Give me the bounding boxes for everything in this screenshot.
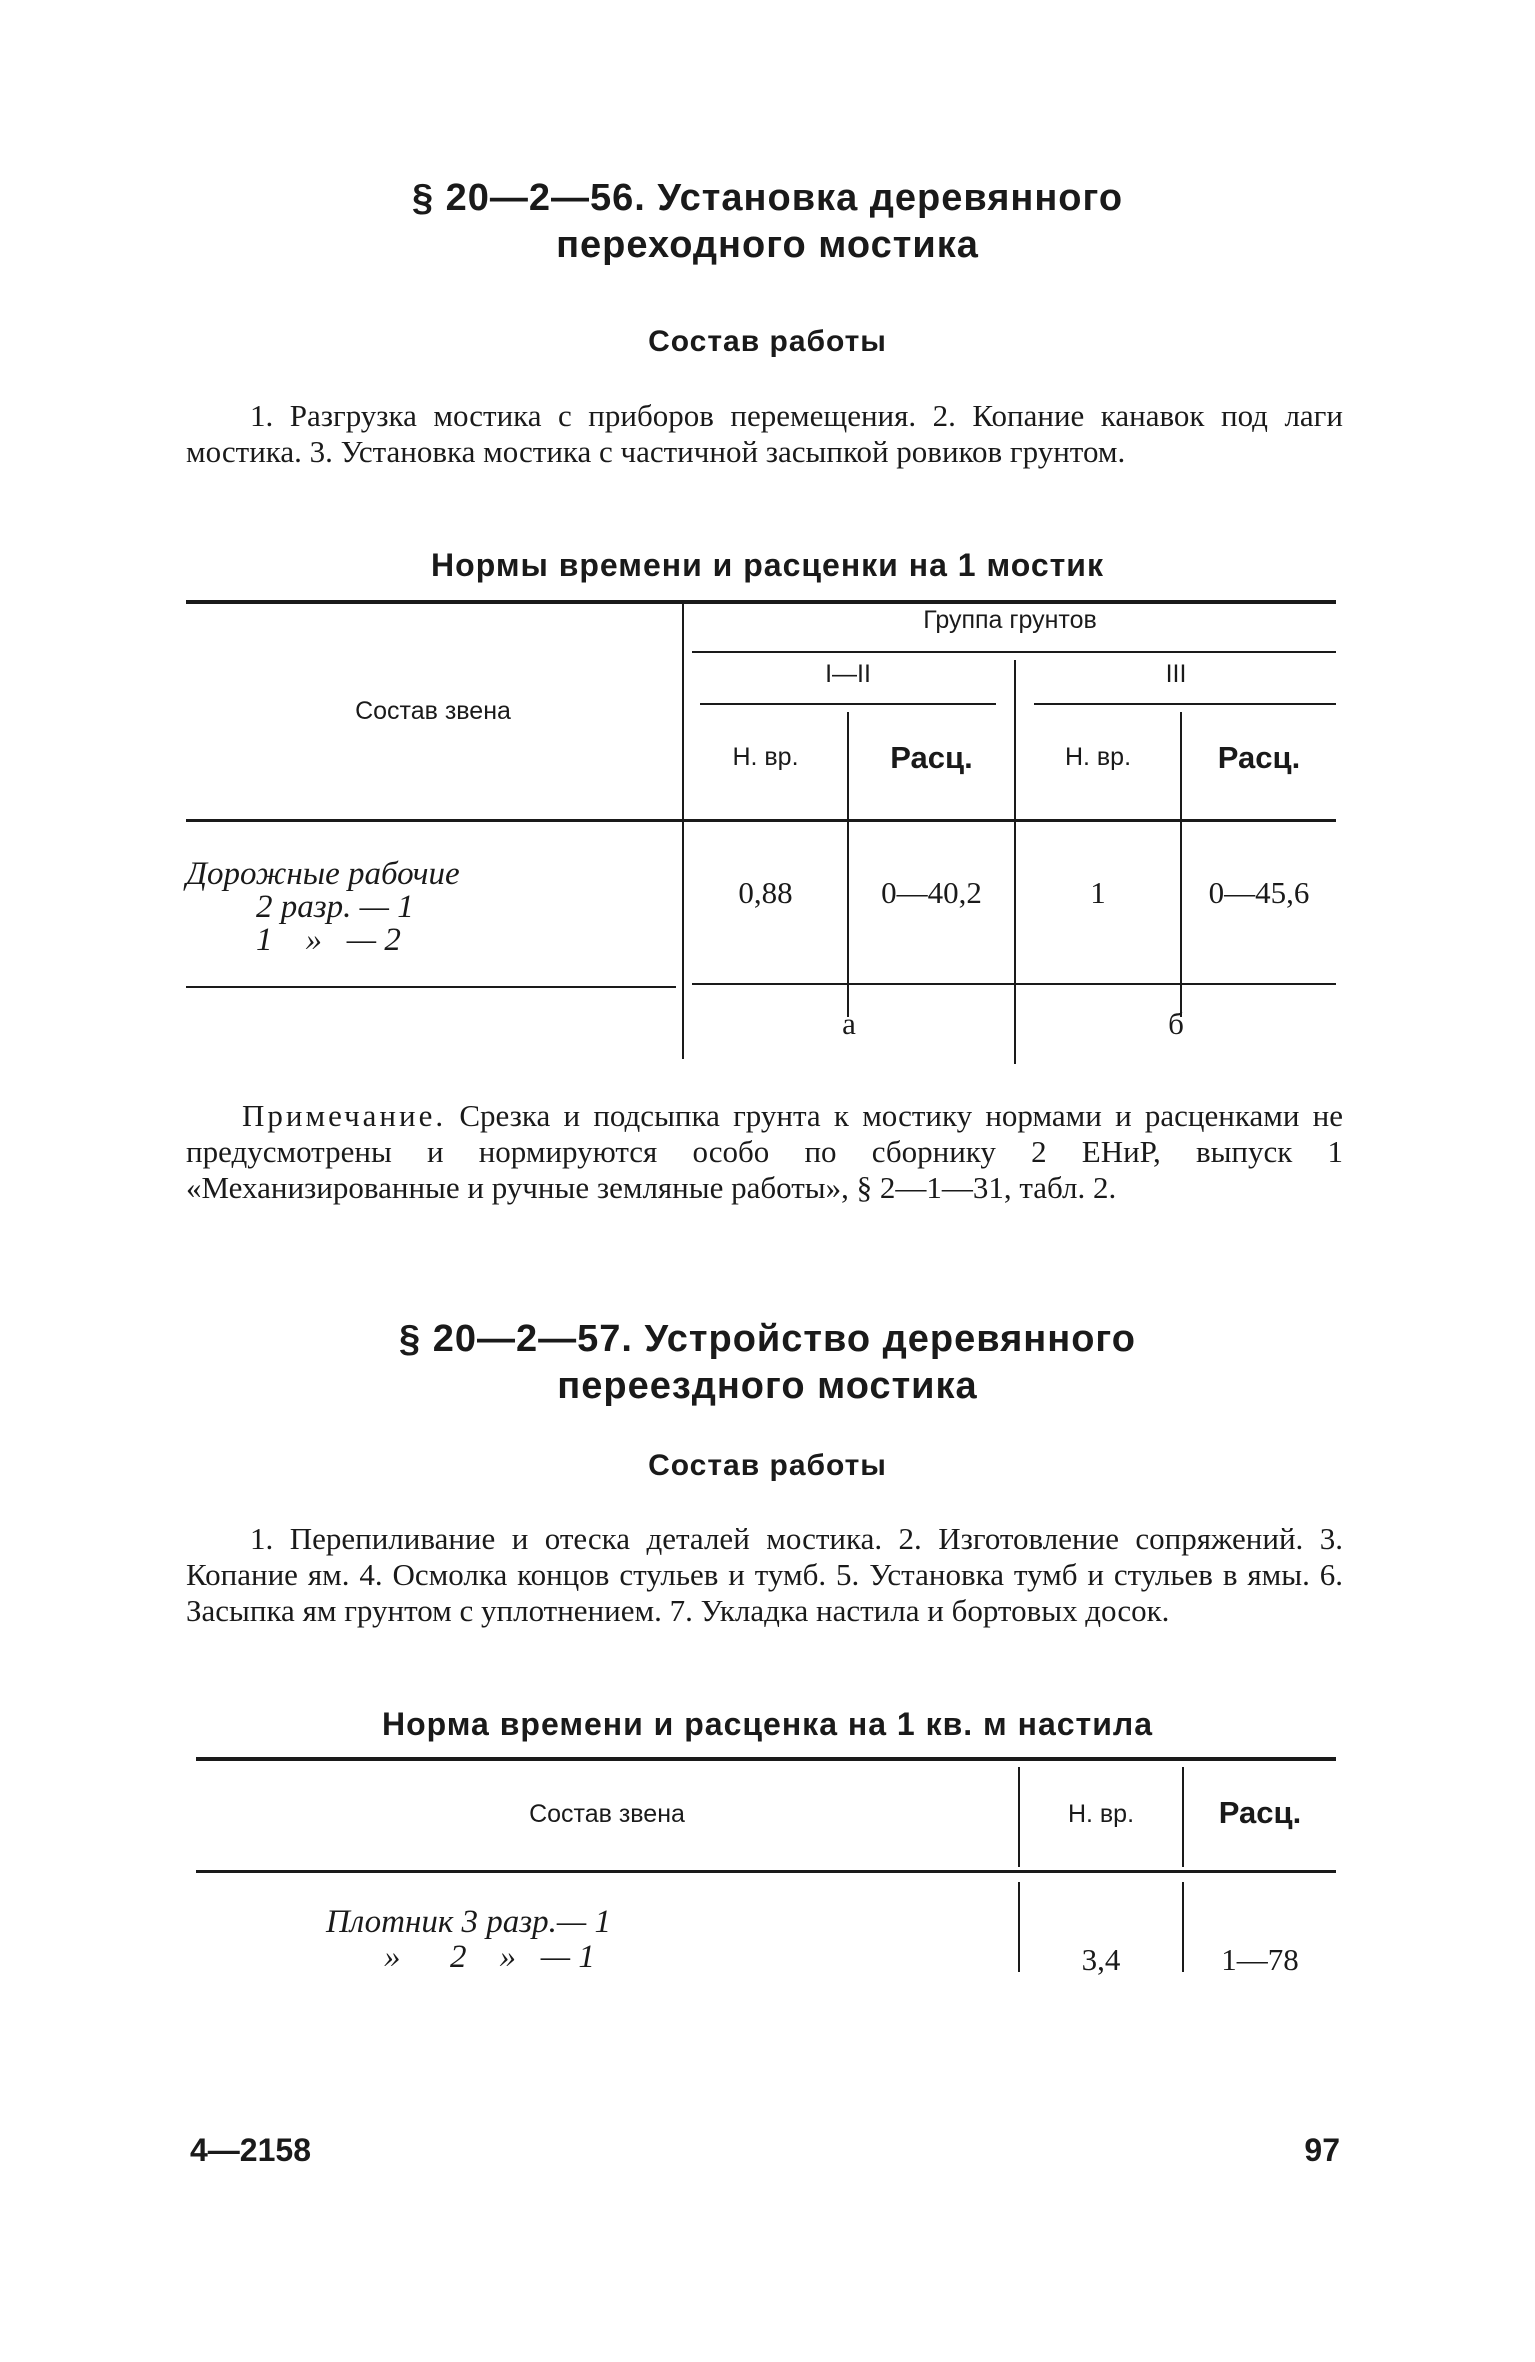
table2-h-rate: Расц. xyxy=(1218,1795,1302,1830)
table1-col-group: Группа грунтов xyxy=(923,606,1097,634)
table1-vline-crew xyxy=(682,604,684,1059)
section1-note xyxy=(186,1098,1343,1206)
table2-header-rule xyxy=(196,1870,1336,1873)
table2-h-norm: Н. вр. xyxy=(1067,1800,1135,1828)
table1-h-rate-1: Расц. xyxy=(890,740,973,775)
section2-table-title: Норма времени и расценка на 1 кв. м настила xyxy=(382,1706,1153,1742)
table1-header-rule xyxy=(186,819,1336,822)
table1-crew-line3: 1 » — 2 xyxy=(256,922,401,958)
table1-group-1: I—II xyxy=(825,660,871,688)
table2-crew-line2: » 2 » — 1 xyxy=(384,1939,595,1975)
section1-title-line2: переходного мостика xyxy=(556,224,979,266)
table1-norm-2: 1 xyxy=(1090,875,1106,910)
table1-col-crew: Состав звена xyxy=(355,697,511,725)
table1-rate-2: 0—45,6 xyxy=(1208,875,1310,910)
section2-work-text xyxy=(186,1521,1343,1629)
section1-work-text-body: 1. Разгрузка мостика с приборов перемещения. 2. Копание канавок под лаги мостика. 3. Установка мостика с частичной засыпкой ровиков грунтом. xyxy=(186,398,1343,469)
section1-note-text: Срезка и подсыпка грунта к мостику нормами и расценками не предусмотрены и нормируются особо по сборнику 2 ЕНиР, выпуск 1 «Механизированные и ручные земляные работы», § 2—1—31, табл. 2. xyxy=(186,1098,1343,1205)
table1-col-letter-b: б xyxy=(1168,1006,1184,1041)
table1-h-norm-1: Н. вр. xyxy=(732,743,799,771)
table2-norm: 3,4 xyxy=(1081,1942,1121,1977)
table1-col-letter-a: а xyxy=(842,1006,856,1041)
table1-crew-bottom-rule xyxy=(186,986,676,988)
table1-group-2: III xyxy=(1165,660,1187,688)
section2-work-heading: Состав работы xyxy=(648,1449,887,1482)
section2-title-line2: переездного мостика xyxy=(557,1365,978,1407)
table1-data-bottom-rule xyxy=(692,983,1336,985)
section1-note-label: Примечание. xyxy=(242,1098,447,1133)
table1-h-norm-2: Н. вр. xyxy=(1064,743,1132,771)
section2-work-text-body: 1. Перепиливание и отеска деталей мостика. 2. Изготовление сопряжений. 3. Копание ям. 4. Осмолка концов стульев и тумб. 5. Установка тумб и стульев в ямы. 6. Засыпка ям грунтом с уплотнением. 7. Укладка настила и бортовых досок. xyxy=(186,1521,1343,1628)
table1-norm-1: 0,88 xyxy=(738,875,793,910)
table2-crew-line1: Плотник 3 разр.— 1 xyxy=(326,1904,611,1940)
table1-top-rule xyxy=(186,600,1336,604)
table1-subgroup1-rule xyxy=(700,703,996,705)
section1-table-title: Нормы времени и расценки на 1 мостик xyxy=(431,547,1104,583)
table1-crew-line2: 2 разр. — 1 xyxy=(256,889,414,925)
section1-work-heading: Состав работы xyxy=(648,325,887,358)
footer-code: 4—2158 xyxy=(190,2132,311,2168)
table1-rate-1: 0—40,2 xyxy=(881,875,982,910)
table2-col-crew: Состав звена xyxy=(529,1800,685,1828)
section1-title-line1: § 20—2—56. Установка деревянного xyxy=(411,177,1124,219)
table2-rate: 1—78 xyxy=(1221,1942,1299,1977)
table1-vline-groups xyxy=(1014,660,1016,1064)
table1-crew-line1: Дорожные рабочие xyxy=(186,856,460,892)
page-number: 97 xyxy=(1304,2132,1340,2168)
section1-work-text xyxy=(186,398,1343,470)
table1-group-rule xyxy=(692,651,1336,653)
table2-top-rule xyxy=(196,1757,1336,1761)
table1-h-rate-2: Расц. xyxy=(1217,740,1301,775)
section2-title-line1: § 20—2—57. Устройство деревянного xyxy=(399,1318,1136,1360)
table1-subgroup2-rule xyxy=(1034,703,1336,705)
